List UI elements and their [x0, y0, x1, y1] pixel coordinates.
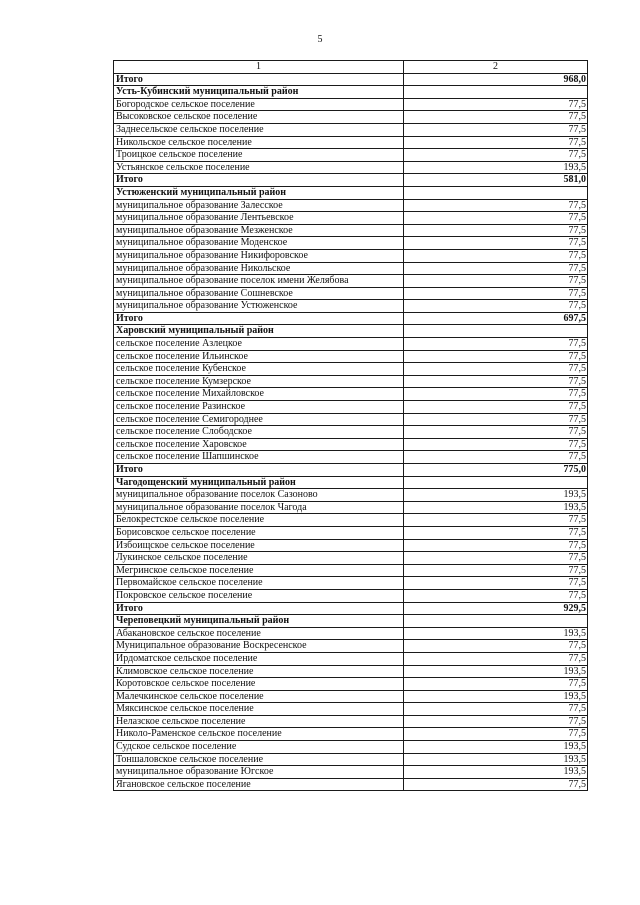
amount-value: 193,5	[404, 665, 588, 678]
settlement-name: муниципальное образование Никифоровское	[114, 249, 404, 262]
amount-value: 77,5	[404, 451, 588, 464]
settlement-name: Борисовское сельское поселение	[114, 526, 404, 539]
district-heading-row	[114, 186, 588, 199]
amount-value: 77,5	[404, 111, 588, 124]
amount-value: 77,5	[404, 728, 588, 741]
settlement-name: Богородское сельское поселение	[114, 98, 404, 111]
amount-value: 77,5	[404, 640, 588, 653]
amount-value: 77,5	[404, 652, 588, 665]
table-row	[114, 728, 588, 741]
table-body	[114, 73, 588, 791]
amount-value: 193,5	[404, 627, 588, 640]
amount-value: 77,5	[404, 98, 588, 111]
total-label: Итого	[114, 312, 404, 325]
amount-value: 77,5	[404, 413, 588, 426]
settlement-name: сельское поселение Харовское	[114, 438, 404, 451]
table-row	[114, 778, 588, 791]
amount-value: 193,5	[404, 161, 588, 174]
amount-value: 193,5	[404, 753, 588, 766]
amount-value: 77,5	[404, 401, 588, 414]
column-header-1: 1	[114, 61, 404, 74]
table-row	[114, 652, 588, 665]
settlement-name: Абакановское сельское поселение	[114, 627, 404, 640]
table-row	[114, 300, 588, 313]
total-value: 775,0	[404, 464, 588, 477]
settlement-name: Покровское сельское поселение	[114, 589, 404, 602]
amount-value: 77,5	[404, 287, 588, 300]
table-row	[114, 589, 588, 602]
district-heading-row	[114, 476, 588, 489]
table-row	[114, 627, 588, 640]
total-row	[114, 602, 588, 615]
amount-value: 77,5	[404, 300, 588, 313]
amount-value: 193,5	[404, 741, 588, 754]
amount-value: 77,5	[404, 275, 588, 288]
settlement-name: Избоищское сельское поселение	[114, 539, 404, 552]
settlement-name: муниципальное образование Устюженское	[114, 300, 404, 313]
amount-value: 77,5	[404, 678, 588, 691]
amount-value	[404, 86, 588, 99]
district-heading-row	[114, 86, 588, 99]
total-value: 968,0	[404, 73, 588, 86]
amount-value: 77,5	[404, 388, 588, 401]
amount-value	[404, 325, 588, 338]
settlement-name: Мяксинское сельское поселение	[114, 703, 404, 716]
settlement-name: муниципальное образование Сошневское	[114, 287, 404, 300]
settlement-name: муниципальное образование Залесское	[114, 199, 404, 212]
table-row	[114, 564, 588, 577]
settlement-name: сельское поселение Михайловское	[114, 388, 404, 401]
total-value: 581,0	[404, 174, 588, 187]
amount-value: 77,5	[404, 237, 588, 250]
table-row	[114, 678, 588, 691]
settlement-name: Высоковское сельское поселение	[114, 111, 404, 124]
table-row	[114, 741, 588, 754]
table-row	[114, 224, 588, 237]
amount-value: 193,5	[404, 501, 588, 514]
table-row	[114, 98, 588, 111]
settlement-name: Нелазское сельское поселение	[114, 715, 404, 728]
table-row	[114, 514, 588, 527]
district-name: Череповецкий муниципальный район	[114, 615, 404, 628]
settlement-name: муниципальное образование поселок Сазоново	[114, 489, 404, 502]
amount-value: 77,5	[404, 577, 588, 590]
settlement-name: муниципальное образование Лентьевское	[114, 212, 404, 225]
column-header-2: 2	[404, 61, 588, 74]
settlement-name: Судское сельское поселение	[114, 741, 404, 754]
amount-value: 77,5	[404, 136, 588, 149]
table-row	[114, 237, 588, 250]
total-label: Итого	[114, 464, 404, 477]
settlement-name: сельское поселение Ильинское	[114, 350, 404, 363]
table-row	[114, 753, 588, 766]
total-row	[114, 464, 588, 477]
amount-value: 193,5	[404, 489, 588, 502]
table-row	[114, 526, 588, 539]
amount-value: 77,5	[404, 249, 588, 262]
table-row	[114, 426, 588, 439]
amount-value: 77,5	[404, 514, 588, 527]
settlement-name: Лукинское сельское поселение	[114, 552, 404, 565]
settlement-name: Муниципальное образование Воскресенское	[114, 640, 404, 653]
district-heading-row	[114, 615, 588, 628]
settlement-name: сельское поселение Шапшинское	[114, 451, 404, 464]
settlement-name: Заднесельское сельское поселение	[114, 123, 404, 136]
amount-value: 77,5	[404, 715, 588, 728]
settlement-name: сельское поселение Кубенское	[114, 363, 404, 376]
settlement-name: муниципальное образование Югское	[114, 766, 404, 779]
district-name: Чагодощенский муниципальный район	[114, 476, 404, 489]
table-row	[114, 375, 588, 388]
table-row	[114, 766, 588, 779]
settlement-name: Коротовское сельское поселение	[114, 678, 404, 691]
table-row	[114, 690, 588, 703]
table-row	[114, 451, 588, 464]
amount-value: 77,5	[404, 564, 588, 577]
amount-value	[404, 615, 588, 628]
total-row	[114, 174, 588, 187]
total-value: 929,5	[404, 602, 588, 615]
amount-value: 77,5	[404, 212, 588, 225]
table-row	[114, 715, 588, 728]
amount-value: 77,5	[404, 552, 588, 565]
settlement-name: сельское поселение Семигороднее	[114, 413, 404, 426]
table-row	[114, 640, 588, 653]
table-row	[114, 338, 588, 351]
district-heading-row	[114, 325, 588, 338]
amount-value: 77,5	[404, 539, 588, 552]
settlement-name: Николо-Раменское сельское поселение	[114, 728, 404, 741]
allocation-table	[113, 60, 588, 791]
amount-value: 77,5	[404, 262, 588, 275]
settlement-name: Малечкинское сельское поселение	[114, 690, 404, 703]
amount-value: 77,5	[404, 426, 588, 439]
settlement-name: Климовское сельское поселение	[114, 665, 404, 678]
amount-value: 77,5	[404, 589, 588, 602]
total-row	[114, 73, 588, 86]
total-label: Итого	[114, 602, 404, 615]
settlement-name: сельское поселение Разинское	[114, 401, 404, 414]
table-header-row	[114, 61, 588, 74]
settlement-name: Никольское сельское поселение	[114, 136, 404, 149]
amount-value: 77,5	[404, 778, 588, 791]
table-row	[114, 539, 588, 552]
settlement-name: муниципальное образование поселок имени Желябова	[114, 275, 404, 288]
amount-value: 77,5	[404, 438, 588, 451]
table-row	[114, 149, 588, 162]
settlement-name: сельское поселение Азлецкое	[114, 338, 404, 351]
total-label: Итого	[114, 174, 404, 187]
table-row	[114, 275, 588, 288]
amount-value: 77,5	[404, 703, 588, 716]
table-row	[114, 199, 588, 212]
table-row	[114, 161, 588, 174]
amount-value: 77,5	[404, 199, 588, 212]
amount-value: 77,5	[404, 375, 588, 388]
amount-value	[404, 476, 588, 489]
table-row	[114, 388, 588, 401]
page-number: 5	[317, 34, 323, 45]
settlement-name: Белокрестское сельское поселение	[114, 514, 404, 527]
table-row	[114, 212, 588, 225]
settlement-name: Тоншаловское сельское поселение	[114, 753, 404, 766]
amount-value: 77,5	[404, 526, 588, 539]
amount-value: 193,5	[404, 690, 588, 703]
settlement-name: муниципальное образование Моденское	[114, 237, 404, 250]
table-row	[114, 501, 588, 514]
settlement-name: Первомайское сельское поселение	[114, 577, 404, 590]
amount-value: 77,5	[404, 363, 588, 376]
table-row	[114, 489, 588, 502]
table-row	[114, 249, 588, 262]
amount-value: 77,5	[404, 350, 588, 363]
district-name: Устюженский муниципальный район	[114, 186, 404, 199]
table-row	[114, 262, 588, 275]
amount-value: 193,5	[404, 766, 588, 779]
table-row	[114, 123, 588, 136]
settlement-name: муниципальное образование поселок Чагода	[114, 501, 404, 514]
settlement-name: сельское поселение Слободское	[114, 426, 404, 439]
settlement-name: Мегринское сельское поселение	[114, 564, 404, 577]
settlement-name: сельское поселение Кумзерское	[114, 375, 404, 388]
table-row	[114, 401, 588, 414]
settlement-name: Ягановское сельское поселение	[114, 778, 404, 791]
table-row	[114, 287, 588, 300]
amount-value	[404, 186, 588, 199]
settlement-name: Ирдоматское сельское поселение	[114, 652, 404, 665]
settlement-name: Устьянское сельское поселение	[114, 161, 404, 174]
amount-value: 77,5	[404, 149, 588, 162]
settlement-name: муниципальное образование Мезженское	[114, 224, 404, 237]
table-row	[114, 665, 588, 678]
table-row	[114, 136, 588, 149]
table-row	[114, 363, 588, 376]
settlement-name: Троицкое сельское поселение	[114, 149, 404, 162]
table-row	[114, 703, 588, 716]
settlement-name: муниципальное образование Никольское	[114, 262, 404, 275]
table-row	[114, 577, 588, 590]
total-row	[114, 312, 588, 325]
total-value: 697,5	[404, 312, 588, 325]
table-row	[114, 552, 588, 565]
table-row	[114, 350, 588, 363]
table-row	[114, 413, 588, 426]
amount-value: 77,5	[404, 123, 588, 136]
table-row	[114, 111, 588, 124]
district-name: Усть-Кубинский муниципальный район	[114, 86, 404, 99]
amount-value: 77,5	[404, 338, 588, 351]
total-label: Итого	[114, 73, 404, 86]
table-row	[114, 438, 588, 451]
district-name: Харовский муниципальный район	[114, 325, 404, 338]
amount-value: 77,5	[404, 224, 588, 237]
